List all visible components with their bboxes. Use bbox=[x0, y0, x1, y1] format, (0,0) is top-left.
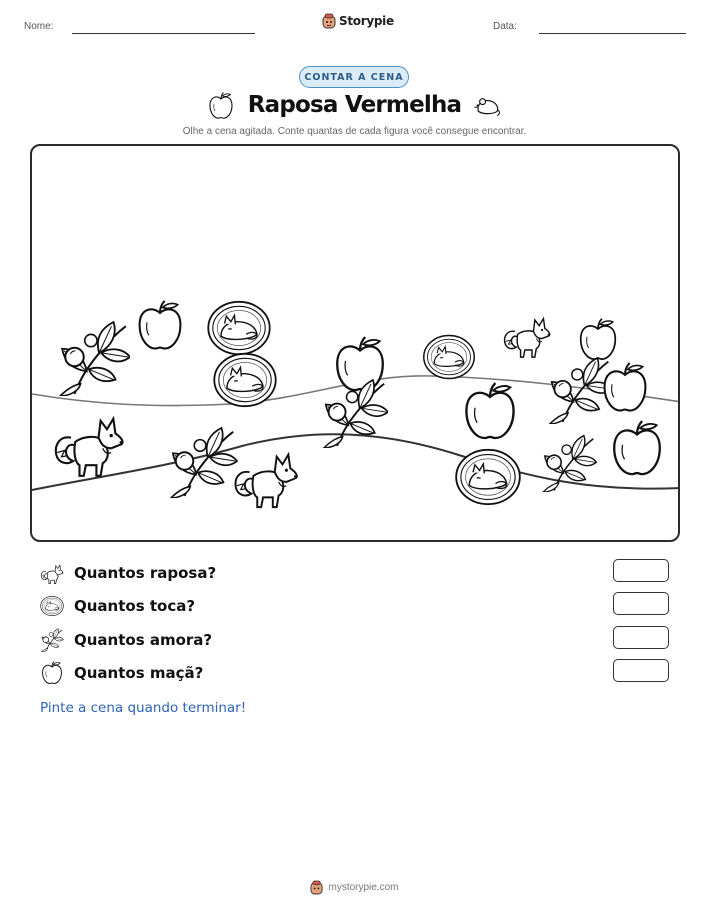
date-label: Data: bbox=[493, 21, 517, 32]
scene-berry-5 bbox=[171, 428, 237, 498]
counting-scene bbox=[30, 144, 680, 542]
question-label: Quantos raposa? bbox=[74, 564, 217, 582]
scene-apple-1 bbox=[140, 301, 181, 349]
question-fox bbox=[40, 561, 216, 585]
instructions: Olhe a cena agitada. Conte quantas de cada figura você consegue encontrar. bbox=[182, 126, 527, 137]
brand-name: Storypie bbox=[339, 14, 394, 28]
question-label: Quantos maçã? bbox=[74, 664, 204, 682]
question-label: Quantos toca? bbox=[74, 597, 196, 615]
fox-icon bbox=[40, 561, 64, 585]
footer-url: mystorypie.com bbox=[328, 882, 399, 893]
scene-den-1 bbox=[208, 302, 269, 354]
scene-berry-3 bbox=[550, 358, 612, 424]
apple-icon bbox=[41, 661, 63, 685]
berry-branch-icon bbox=[40, 628, 64, 652]
storypie-mascot-icon bbox=[310, 880, 323, 895]
mouse-icon bbox=[472, 95, 502, 117]
name-field-line[interactable] bbox=[72, 33, 255, 34]
scene-den-3 bbox=[424, 335, 474, 378]
activity-badge: CONTAR A CENA bbox=[299, 66, 409, 88]
storypie-mascot-icon bbox=[322, 13, 336, 29]
answer-box-den[interactable] bbox=[613, 592, 669, 615]
scene-fox-3 bbox=[236, 455, 298, 507]
answer-box-fox[interactable] bbox=[613, 559, 669, 582]
question-berry bbox=[40, 628, 212, 652]
scene-fox-1 bbox=[505, 319, 550, 358]
question-den bbox=[40, 594, 195, 618]
scene-den-4 bbox=[456, 450, 520, 504]
finish-instruction: Pinte a cena quando terminar! bbox=[40, 700, 247, 716]
question-apple bbox=[40, 661, 203, 685]
den-icon bbox=[40, 595, 64, 617]
scene-berry-1 bbox=[60, 322, 130, 396]
footer bbox=[0, 880, 709, 895]
question-label: Quantos amora? bbox=[74, 631, 213, 649]
answer-box-apple[interactable] bbox=[613, 659, 669, 682]
brand-logo bbox=[322, 13, 394, 29]
scene-fox-2 bbox=[56, 419, 123, 476]
date-field-line[interactable] bbox=[539, 33, 686, 34]
scene-apple-6 bbox=[614, 421, 660, 474]
scene-apple-5 bbox=[466, 383, 513, 438]
scene-apple-2 bbox=[337, 337, 383, 390]
scene-apple-4 bbox=[605, 363, 646, 411]
page-title: Raposa Vermelha bbox=[247, 92, 462, 118]
scene-apple-3 bbox=[581, 319, 616, 359]
answer-box-berry[interactable] bbox=[613, 626, 669, 649]
name-label: Nome: bbox=[24, 21, 54, 32]
scene-den-2 bbox=[214, 354, 275, 406]
